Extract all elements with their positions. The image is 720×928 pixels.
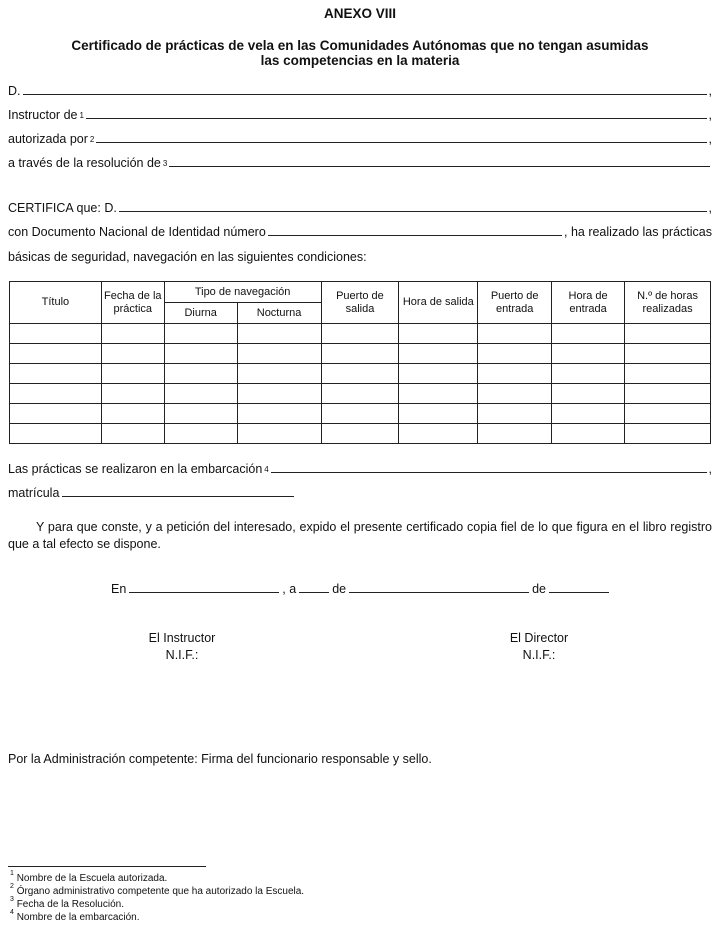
- table-row: [10, 424, 711, 444]
- footnote-ref-4: 4: [264, 465, 269, 474]
- footnote-text: Nombre de la Escuela autorizada.: [16, 873, 168, 884]
- field-certifica: [8, 201, 712, 215]
- heading-line-1: Certificado de prácticas de vela en las Comunidades Autónomas que no tengan asumidas: [71, 38, 649, 53]
- col-tipo: Tipo de navegación: [164, 282, 321, 303]
- col-hora-salida: Hora de salida: [399, 282, 478, 324]
- date-line: [111, 582, 612, 596]
- footnote-num: 2: [10, 883, 14, 890]
- footnote-num: 4: [10, 909, 14, 916]
- date-day-blank[interactable]: [299, 591, 329, 593]
- footnote-1: [8, 870, 168, 884]
- date-de1-label: de: [332, 582, 347, 596]
- date-month-blank[interactable]: [349, 591, 529, 593]
- table-row: [10, 404, 711, 424]
- conste-paragraph: Y para que conste, y a petición del interesado, expido el presente certificado copia fiel de lo que figura en el libro registro que a tal efecto se dispone.: [8, 520, 712, 551]
- table-row: [10, 344, 711, 364]
- footnote-num: 3: [10, 896, 14, 903]
- field-instructor-blank[interactable]: [86, 117, 707, 119]
- field-certifica-label: CERTIFICA que: D.: [8, 201, 117, 215]
- field-embarcacion-blank[interactable]: [271, 471, 707, 473]
- date-en-label: En: [111, 582, 127, 596]
- practices-table: [9, 281, 711, 444]
- footnote-4: [8, 909, 140, 923]
- field-dni: [8, 225, 712, 239]
- field-d-label: D.: [8, 84, 21, 98]
- footnote-separator: [8, 866, 206, 867]
- table-row: [10, 324, 711, 344]
- footnote-text: Fecha de la Resolución.: [16, 899, 124, 910]
- date-a-label: , a: [282, 582, 297, 596]
- footnote-ref-3: 3: [162, 159, 168, 168]
- field-resolucion-blank[interactable]: [169, 165, 710, 167]
- col-diurna: Diurna: [164, 303, 237, 324]
- footnote-ref-2: 2: [89, 135, 95, 144]
- field-certifica-blank[interactable]: [119, 210, 707, 212]
- comma: ,: [708, 132, 712, 146]
- field-autorizada: [8, 132, 712, 146]
- footnote-num: 1: [10, 870, 14, 877]
- field-matricula-blank[interactable]: [62, 495, 294, 497]
- date-place-blank[interactable]: [129, 591, 279, 593]
- field-embarcacion: [8, 462, 712, 476]
- comma: ,: [708, 108, 712, 122]
- field-matricula-label: matrícula: [8, 486, 60, 500]
- signature-instructor-title: El Instructor: [148, 631, 216, 645]
- col-hora-entrada: Hora de entrada: [552, 282, 625, 324]
- signature-director-nif: N.I.F.:: [522, 648, 556, 662]
- footnote-text: Nombre de la embarcación.: [16, 912, 140, 923]
- footnote-text: Órgano administrativo competente que ha autorizado la Escuela.: [16, 886, 305, 897]
- col-titulo: Título: [10, 282, 102, 324]
- col-puerto-entrada: Puerto de entrada: [478, 282, 552, 324]
- col-fecha: Fecha de la práctica: [101, 282, 164, 324]
- comma: ,: [708, 201, 712, 215]
- signature-instructor-nif: N.I.F.:: [165, 648, 199, 662]
- date-de2-label: de: [532, 582, 547, 596]
- annex-title: ANEXO VIII: [323, 6, 396, 21]
- table-row: [10, 364, 711, 384]
- signature-instructor: [132, 630, 232, 664]
- field-autorizada-label: autorizada por: [8, 132, 88, 146]
- col-nocturna: Nocturna: [237, 303, 321, 324]
- date-year-blank[interactable]: [549, 591, 609, 593]
- col-horas: N.º de horas realizadas: [625, 282, 711, 324]
- comma: ,: [708, 84, 712, 98]
- basicas-text: básicas de seguridad, navegación en las siguientes condiciones:: [8, 250, 367, 264]
- field-resolucion: [8, 156, 712, 170]
- table-row: [10, 384, 711, 404]
- signature-director-title: El Director: [509, 631, 569, 645]
- field-d: [8, 84, 712, 98]
- footnote-3: [8, 896, 124, 910]
- heading-line-2: las competencias en la materia: [260, 53, 460, 68]
- col-puerto-salida: Puerto de salida: [321, 282, 399, 324]
- field-instructor: [8, 108, 712, 122]
- field-dni-label: con Documento Nacional de Identidad número: [8, 225, 266, 239]
- footnote-2: [8, 883, 305, 897]
- field-matricula: [8, 486, 297, 500]
- field-d-blank[interactable]: [23, 93, 707, 95]
- signature-director: [489, 630, 589, 664]
- footnote-ref-1: 1: [79, 111, 84, 120]
- field-instructor-label: Instructor de: [8, 108, 78, 122]
- administracion-text: Por la Administración competente: Firma del funcionario responsable y sello.: [8, 752, 432, 766]
- field-resolucion-label: a través de la resolución de: [8, 156, 161, 170]
- field-embarcacion-label: Las prácticas se realizaron en la embarcación: [8, 462, 263, 476]
- comma: ,: [708, 462, 712, 476]
- field-autorizada-blank[interactable]: [96, 141, 706, 143]
- field-dni-tail: , ha realizado las prácticas: [564, 225, 712, 239]
- field-dni-blank[interactable]: [268, 234, 562, 236]
